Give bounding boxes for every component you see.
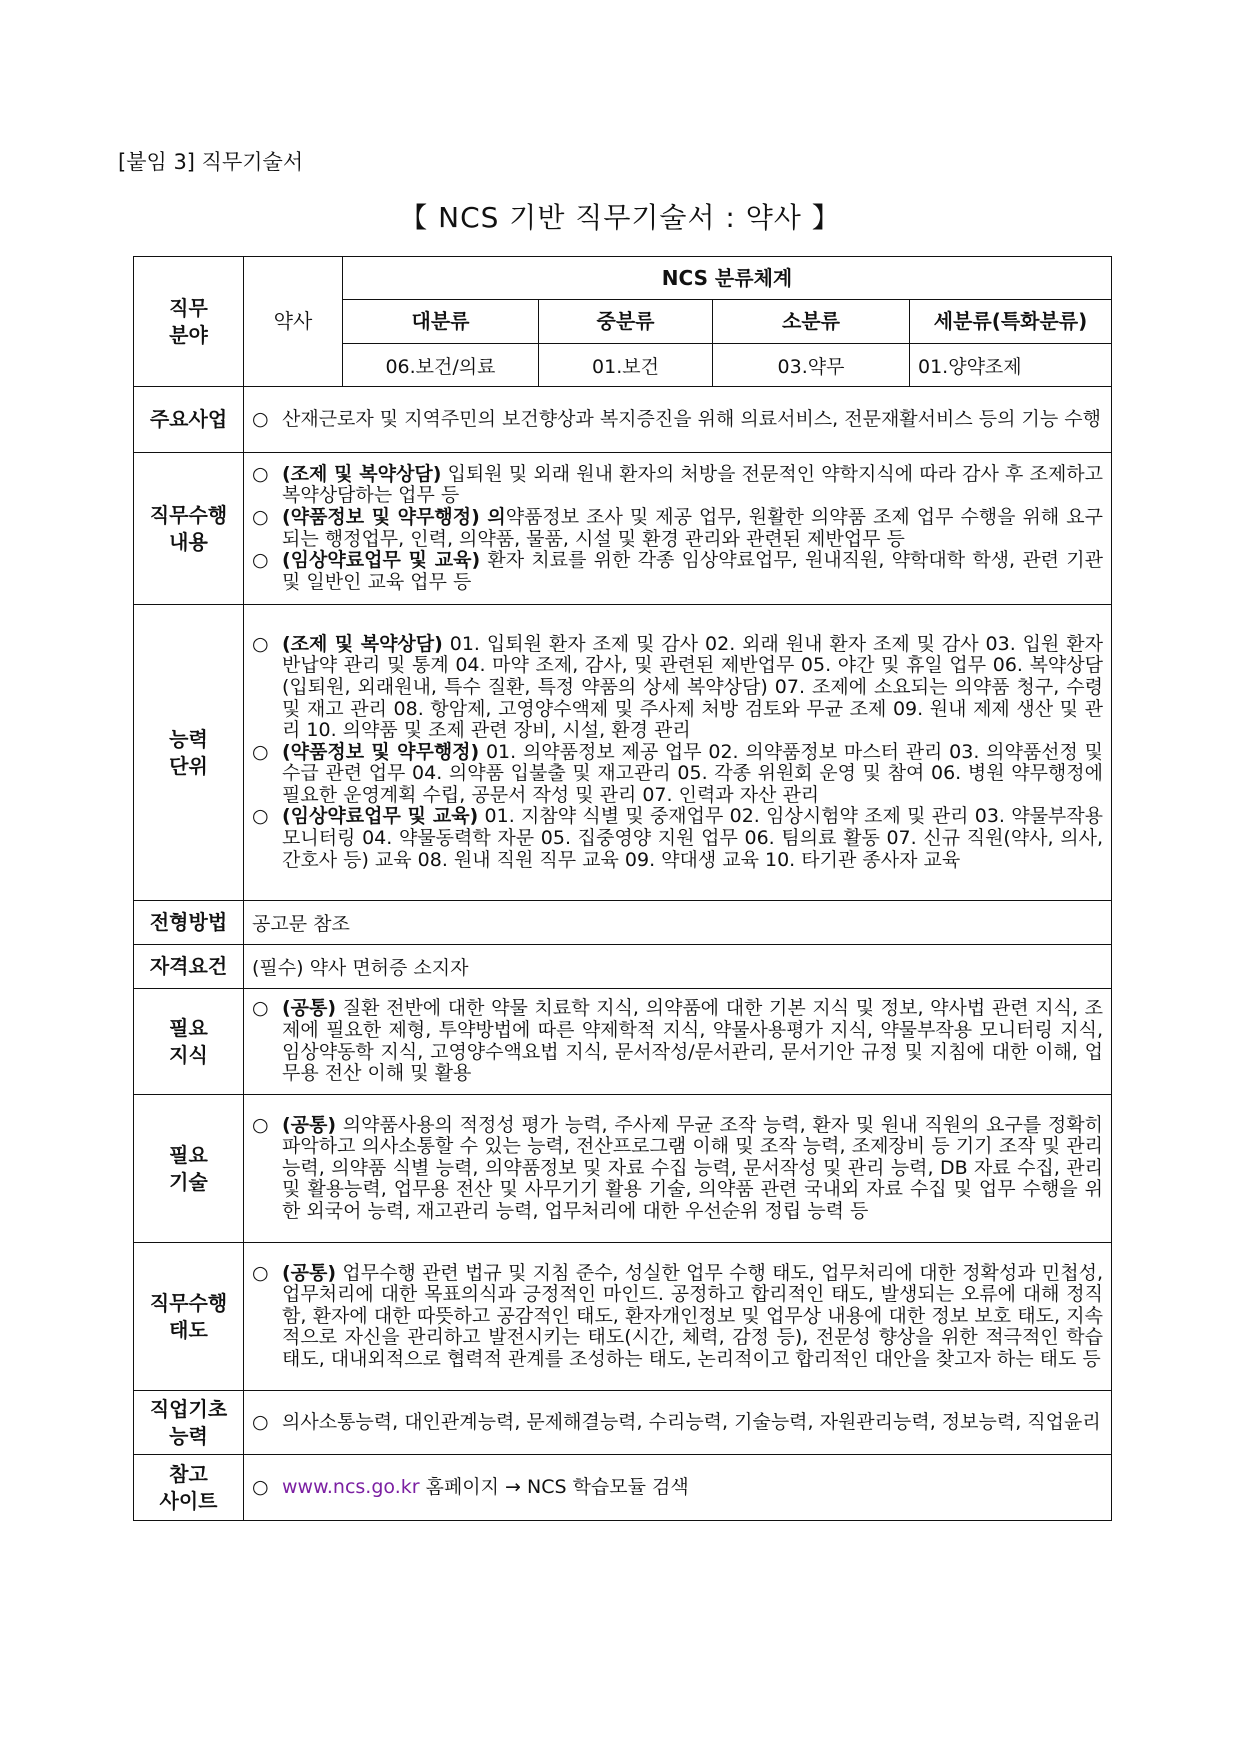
qualification-text: (필수) 약사 면허증 소지자 xyxy=(244,945,1112,989)
val-middle: 01.보건 xyxy=(539,344,713,387)
val-detail: 01.양약조제 xyxy=(910,344,1112,387)
attitude-label: 직무수행 태도 xyxy=(134,1243,244,1391)
bullet-icon: ○ xyxy=(252,549,269,572)
skills-label: 필요 기술 xyxy=(134,1095,244,1243)
main-business-text: 산재근로자 및 지역주민의 보건향상과 복지증진을 위해 의료서비스, 전문재활서비스 등의 기능 수행 xyxy=(282,407,1101,430)
col-minor: 소분류 xyxy=(713,300,910,344)
row-selection xyxy=(134,901,1112,945)
bullet-icon: ○ xyxy=(252,1410,269,1433)
item-heading: (약품정보 및 약무행정) 의 xyxy=(282,505,506,528)
bullet-icon: ○ xyxy=(252,407,269,430)
list-item xyxy=(252,1263,1103,1371)
list-item xyxy=(252,634,1103,742)
row-job-content xyxy=(134,453,1112,605)
item-text: 약품정보 조사 및 제공 업무, 원활한 의약품 조제 업무 수행을 위해 요구되는 행정업무, 인력, 의약품, 물품, 시설 및 환경 관리와 관련된 제반업무 등 xyxy=(282,505,1103,550)
item-heading: (약품정보 및 약무행정) xyxy=(282,740,480,763)
selection-label: 전형방법 xyxy=(134,901,244,945)
val-major: 06.보건/의료 xyxy=(343,344,539,387)
main-business-label: 주요사업 xyxy=(134,387,244,453)
attachment-label: [붙임 3] 직무기술서 xyxy=(118,150,304,174)
item-text: 입퇴원 및 외래 원내 환자의 처방을 전문적인 약학지식에 따라 감사 후 조제하고 복약상담하는 업무 등 xyxy=(282,462,1104,507)
bullet-icon: ○ xyxy=(252,1475,269,1498)
bullet-icon: ○ xyxy=(252,505,269,528)
item-heading: (공통) xyxy=(282,1113,337,1136)
bullet-icon: ○ xyxy=(252,462,269,485)
item-heading: (공통) xyxy=(282,1261,337,1284)
item-text: 01. 지참약 식별 및 중재업무 02. 임상시험약 조제 및 관리 03. 약물부작용 모니터링 04. 약물동력학 자문 05. 집중영양 지원 업무 06. 팀의료 활동 07. 신규 직원(약사, 의사, 간호사 등) 교육 08. 원내 직원 직무 교육 09. 약대생 교육 10. 타기관 종사자 교육 xyxy=(282,805,1103,871)
knowledge-label: 필요 지식 xyxy=(134,989,244,1095)
row-basic-ability xyxy=(134,1391,1112,1455)
job-field-value: 약사 xyxy=(244,257,343,387)
ncs-classification-header: NCS 분류체계 xyxy=(343,257,1112,300)
row-attitude xyxy=(134,1243,1112,1391)
reference-text: 홈페이지 → NCS 학습모듈 검색 xyxy=(419,1475,689,1498)
item-text: 의사소통능력, 대인관계능력, 문제해결능력, 수리능력, 기술능력, 자원관리능력, 정보능력, 직업윤리 xyxy=(282,1410,1101,1433)
competency-label: 능력 단위 xyxy=(134,605,244,901)
reference-label: 참고 사이트 xyxy=(134,1455,244,1521)
bullet-icon: ○ xyxy=(252,740,269,763)
row-main-business xyxy=(134,387,1112,453)
item-text: 질환 전반에 대한 약물 치료학 지식, 의약품에 대한 기본 지식 및 정보, 약사법 관련 지식, 조제에 필요한 제형, 투약방법에 따른 약제학적 지식, 약물사용평가 지식, 약물부작용 모니터링 지식, 임상약동학 지식, 고영양수액요법 지식, 문서작성/문서관리, 문서기안 규정 및 지침에 대한 이해, 업무용 전산 이해 및 활용 xyxy=(282,997,1103,1085)
job-description-table xyxy=(133,256,1112,1521)
list-item xyxy=(252,998,1103,1084)
row-competency-units xyxy=(134,605,1112,901)
basic-ability-label: 직업기초 능력 xyxy=(134,1391,244,1455)
list-item xyxy=(252,742,1103,807)
bullet-icon: ○ xyxy=(252,632,269,655)
item-heading: (임상약료업무 및 교육) xyxy=(282,549,481,572)
bullet-icon: ○ xyxy=(252,1113,269,1136)
list-item xyxy=(252,550,1103,593)
selection-text: 공고문 참조 xyxy=(244,901,1112,945)
list-item xyxy=(252,1115,1103,1223)
ncs-site-link[interactable]: www.ncs.go.kr xyxy=(282,1475,420,1498)
list-item xyxy=(252,1412,1103,1434)
row-skills xyxy=(134,1095,1112,1243)
bullet-icon: ○ xyxy=(252,997,269,1020)
item-text: 업무수행 관련 법규 및 지침 준수, 성실한 업무 수행 태도, 업무처리에 대한 정확성과 민첩성, 업무처리에 대한 목표의식과 긍정적인 마인드. 공정하고 합리적인 태도, 발생되는 오류에 대해 정직함, 환자에 대한 따뜻하고 공감적인 태도, 환자개인정보 및 업무상 내용에 대한 정보 보호 태도, 지속적으로 자신을 관리하고 발전시키는 태도(시간, 체력, 감정 등), 전문성 향상을 위한 적극적인 학습태도, 대내외적으로 협력적 관계를 조성하는 태도, 논리적이고 합리적인 대안을 찾고자 하는 태도 등 xyxy=(282,1261,1103,1370)
val-minor: 03.약무 xyxy=(713,344,910,387)
item-heading: (공통) xyxy=(282,997,337,1020)
list-item xyxy=(252,464,1103,507)
item-text: 의약품사용의 적정성 평가 능력, 주사제 무균 조작 능력, 환자 및 원내 직원의 요구를 정확히 파악하고 의사소통할 수 있는 능력, 전산프로그램 이해 및 조작 능력, 조제장비 등 기기 조작 및 관리 능력, 의약품 식별 능력, 의약품정보 및 자료 수집 능력, 문서작성 및 관리 능력, DB 자료 수집, 관리 및 활용능력, 업무용 전산 및 사무기기 활용 기술, 의약품 관련 국내외 자료 수집 및 업무 수행을 위한 외국어 능력, 재고관리 능력, 업무처리에 대한 우선순위 정립 능력 등 xyxy=(282,1113,1103,1222)
col-detail: 세분류(특화분류) xyxy=(910,300,1112,344)
job-content-label: 직무수행 내용 xyxy=(134,453,244,605)
item-text: 01. 입퇴원 환자 조제 및 감사 02. 외래 원내 환자 조제 및 감사 03. 입원 환자 반납약 관리 및 통계 04. 마약 조제, 감사, 및 관련된 제반업무 05. 야간 및 휴일 업무 06. 복약상담(입퇴원, 외래원내, 특수 질환, 특정 약품의 상세 복약상담) 07. 조제에 소요되는 의약품 청구, 수령 및 재고 관리 08. 항암제, 고영양수액제 및 주사제 처방 검토와 무균 조제 09. 원내 제제 생산 및 관리 10. 의약품 및 조제 관련 장비, 시설, 환경 관리 xyxy=(282,632,1104,742)
list-item xyxy=(252,507,1103,550)
item-heading: (임상약료업무 및 교육) xyxy=(282,805,479,828)
bullet-icon: ○ xyxy=(252,1261,269,1284)
row-knowledge xyxy=(134,989,1112,1095)
job-field-label: 직무 분야 xyxy=(134,257,244,387)
col-middle: 중분류 xyxy=(539,300,713,344)
bullet-icon: ○ xyxy=(252,805,269,828)
item-heading: (조제 및 복약상담) xyxy=(282,462,442,485)
document-title: 【 NCS 기반 직무기술서 : 약사 】 xyxy=(399,201,841,234)
row-reference xyxy=(134,1455,1112,1521)
col-major: 대분류 xyxy=(343,300,539,344)
row-qualification xyxy=(134,945,1112,989)
item-text: 01. 의약품정보 제공 업무 02. 의약품정보 마스터 관리 03. 의약품선정 및 수급 관련 업무 04. 의약품 입불출 및 재고관리 05. 각종 위원회 운영 및 참여 06. 병원 약무행정에 필요한 운영계획 수립, 공문서 작성 및 관리 07. 인력과 자산 관리 xyxy=(282,740,1103,806)
list-item xyxy=(252,806,1103,871)
qualification-label: 자격요건 xyxy=(134,945,244,989)
item-text: 환자 치료를 위한 각종 임상약료업무, 원내직원, 약학대학 학생, 관련 기관 및 일반인 교육 업무 등 xyxy=(282,549,1103,593)
item-heading: (조제 및 복약상담) xyxy=(282,632,443,655)
